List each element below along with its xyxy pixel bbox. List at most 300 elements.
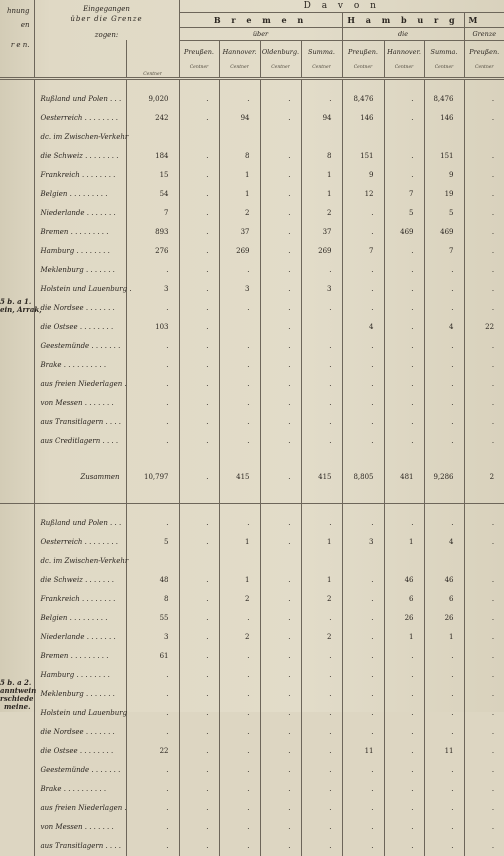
value-cell: . xyxy=(260,704,301,723)
incoming-header-line: über die Grenze xyxy=(35,14,179,24)
origin-label: Belgien . . . . . . . . . xyxy=(34,185,126,204)
value-cell: . xyxy=(219,413,260,432)
sum-value-cell: 481 xyxy=(384,451,424,504)
value-cell: . xyxy=(342,261,384,280)
value-cell: . xyxy=(384,90,424,109)
value-cell: . xyxy=(424,799,464,818)
origin-label: aus Transitlagern . . . . xyxy=(34,413,126,432)
value-cell: . xyxy=(384,166,424,185)
value-cell: . xyxy=(219,299,260,318)
value-cell: 1 xyxy=(384,533,424,552)
value-cell: . xyxy=(424,394,464,413)
value-cell: . xyxy=(464,571,504,590)
origin-label: die Ostsee . . . . . . . . xyxy=(34,742,126,761)
origin-label: Niederlande . . . . . . . xyxy=(34,204,126,223)
value-cell: . xyxy=(301,704,342,723)
value-cell: . xyxy=(464,204,504,223)
value-cell: . xyxy=(342,280,384,299)
value-cell: . xyxy=(464,761,504,780)
value-cell: . xyxy=(179,590,219,609)
value-cell: . xyxy=(179,761,219,780)
spacer-cell xyxy=(34,504,126,514)
value-cell: . xyxy=(219,723,260,742)
value-cell: . xyxy=(342,204,384,223)
value-cell: 7 xyxy=(342,242,384,261)
unit-label: Centner xyxy=(343,65,384,70)
stub-header-line: en xyxy=(0,18,30,32)
value-cell: . xyxy=(342,666,384,685)
value-cell: . xyxy=(342,394,384,413)
value-cell: 8,476 xyxy=(342,90,384,109)
value-cell: 5 xyxy=(384,204,424,223)
spacer-cell xyxy=(384,504,424,514)
value-cell: . xyxy=(260,685,301,704)
value-cell: . xyxy=(342,609,384,628)
value-cell: . xyxy=(260,90,301,109)
origin-label: die Ostsee . . . . . . . . xyxy=(34,318,126,337)
state-label: Hannover. xyxy=(385,48,424,57)
value-cell: . xyxy=(384,742,424,761)
value-cell: . xyxy=(342,723,384,742)
value-cell: . xyxy=(260,590,301,609)
value-cell: . xyxy=(260,723,301,742)
origin-label: Bremen . . . . . . . . . xyxy=(34,223,126,242)
value-cell: . xyxy=(179,394,219,413)
total-cell: 242 xyxy=(126,109,179,128)
table-row xyxy=(0,109,504,128)
value-cell: . xyxy=(384,685,424,704)
value-cell: . xyxy=(179,375,219,394)
value-cell: . xyxy=(384,375,424,394)
incoming-header-line: zogen: xyxy=(35,30,179,40)
spacer-row xyxy=(0,504,504,514)
value-cell: . xyxy=(342,413,384,432)
value-cell: . xyxy=(260,204,301,223)
table-row xyxy=(0,533,504,552)
value-cell: . xyxy=(179,356,219,375)
value-cell: 4 xyxy=(424,533,464,552)
value-cell: . xyxy=(179,109,219,128)
value-cell xyxy=(384,552,424,571)
total-cell: 22 xyxy=(126,742,179,761)
total-cell: . xyxy=(126,666,179,685)
value-cell: 94 xyxy=(301,109,342,128)
die-label: die xyxy=(342,28,464,40)
total-cell: . xyxy=(126,413,179,432)
total-cell: 3 xyxy=(126,628,179,647)
state-label: Preußen. xyxy=(465,48,504,57)
value-cell: . xyxy=(384,394,424,413)
value-cell: 5 xyxy=(424,204,464,223)
total-cell: 893 xyxy=(126,223,179,242)
state-col-header xyxy=(179,40,219,78)
total-cell: 48 xyxy=(126,571,179,590)
total-cell: . xyxy=(126,337,179,356)
value-cell xyxy=(342,128,384,147)
value-cell: . xyxy=(464,666,504,685)
value-cell: . xyxy=(464,780,504,799)
value-cell: . xyxy=(424,280,464,299)
value-cell: . xyxy=(260,609,301,628)
value-cell xyxy=(219,128,260,147)
value-cell: . xyxy=(424,261,464,280)
value-cell: 1 xyxy=(219,533,260,552)
total-cell: . xyxy=(126,837,179,856)
unit-label: Centner xyxy=(220,65,260,70)
value-cell: . xyxy=(464,723,504,742)
value-cell: . xyxy=(301,375,342,394)
value-cell xyxy=(301,128,342,147)
value-cell: . xyxy=(301,685,342,704)
sum-value-cell: 9,286 xyxy=(424,451,464,504)
value-cell: 2 xyxy=(301,628,342,647)
stub-header xyxy=(0,0,34,78)
value-cell: . xyxy=(464,242,504,261)
origin-label: Brake . . . . . . . . . . xyxy=(34,356,126,375)
value-cell: . xyxy=(342,337,384,356)
value-cell: . xyxy=(260,147,301,166)
value-cell: 9 xyxy=(342,166,384,185)
value-cell: . xyxy=(179,780,219,799)
table-row xyxy=(0,413,504,432)
sum-value-cell: 8,805 xyxy=(342,451,384,504)
value-cell: . xyxy=(179,571,219,590)
value-cell: . xyxy=(219,761,260,780)
value-cell: . xyxy=(342,704,384,723)
value-cell: . xyxy=(424,514,464,533)
value-cell: . xyxy=(219,337,260,356)
category-label xyxy=(0,514,34,856)
value-cell xyxy=(219,552,260,571)
origin-label: von Messen . . . . . . . xyxy=(34,394,126,413)
origin-label: Meklenburg . . . . . . . xyxy=(34,261,126,280)
origin-label: Geestemünde . . . . . . . xyxy=(34,337,126,356)
port-partial: M xyxy=(464,13,504,28)
table-row xyxy=(0,432,504,451)
value-cell: 12 xyxy=(342,185,384,204)
spacer-cell xyxy=(0,504,34,514)
total-cell: 276 xyxy=(126,242,179,261)
value-cell: 269 xyxy=(219,242,260,261)
unit-label: Centner xyxy=(385,65,424,70)
value-cell: 11 xyxy=(342,742,384,761)
value-cell: . xyxy=(260,318,301,337)
value-cell: . xyxy=(424,647,464,666)
origin-label: Rußland und Polen . . . xyxy=(34,90,126,109)
value-cell: . xyxy=(464,299,504,318)
value-cell: 37 xyxy=(219,223,260,242)
table-row xyxy=(0,704,504,723)
state-col-header xyxy=(219,40,260,78)
value-cell: 4 xyxy=(424,318,464,337)
value-cell: . xyxy=(384,280,424,299)
value-cell: . xyxy=(301,609,342,628)
value-cell: 1 xyxy=(219,571,260,590)
category-line: 5 b. a 2. xyxy=(0,679,31,687)
table-row xyxy=(0,299,504,318)
value-cell: . xyxy=(179,147,219,166)
value-cell: . xyxy=(179,666,219,685)
total-cell: . xyxy=(126,799,179,818)
value-cell: 1 xyxy=(301,571,342,590)
spacer-cell xyxy=(34,78,126,90)
value-cell xyxy=(301,318,342,337)
value-cell: 2 xyxy=(219,204,260,223)
value-cell: . xyxy=(464,90,504,109)
category-line: meine. xyxy=(0,703,31,711)
port-hamburg: H a m b u r g xyxy=(342,13,464,28)
origin-label: Niederlande . . . . . . . xyxy=(34,628,126,647)
table-row xyxy=(0,337,504,356)
origin-label: Bremen . . . . . . . . . xyxy=(34,647,126,666)
value-cell: 1 xyxy=(424,628,464,647)
port-bremen: B r e m e n xyxy=(179,13,342,28)
value-cell: . xyxy=(464,185,504,204)
origin-label: die Nordsee . . . . . . . xyxy=(34,299,126,318)
origin-label: Geestemünde . . . . . . . xyxy=(34,761,126,780)
value-cell: . xyxy=(384,818,424,837)
origin-label: Frankreich . . . . . . . . xyxy=(34,590,126,609)
value-cell: . xyxy=(464,704,504,723)
state-col-header xyxy=(301,40,342,78)
value-cell: . xyxy=(342,685,384,704)
grenze-label: Grenze xyxy=(464,28,504,40)
value-cell: . xyxy=(260,242,301,261)
value-cell: . xyxy=(179,685,219,704)
value-cell: . xyxy=(260,280,301,299)
value-cell: 9 xyxy=(424,166,464,185)
stub-header-line: hnung xyxy=(0,4,30,18)
table-row xyxy=(0,318,504,337)
value-cell: . xyxy=(424,356,464,375)
spacer-cell xyxy=(464,504,504,514)
spacer-cell xyxy=(126,78,179,90)
value-cell: . xyxy=(260,571,301,590)
total-cell: . xyxy=(126,818,179,837)
value-cell: 1 xyxy=(301,166,342,185)
table-row xyxy=(0,628,504,647)
origin-label: aus freien Niederlagen . xyxy=(34,375,126,394)
state-col-header xyxy=(260,40,301,78)
label-col-header xyxy=(34,40,126,78)
value-cell: . xyxy=(301,742,342,761)
value-cell: . xyxy=(301,432,342,451)
sum-row xyxy=(0,451,504,504)
sum-value-cell: . xyxy=(260,451,301,504)
value-cell: . xyxy=(219,90,260,109)
spacer-cell xyxy=(260,78,301,90)
table-row xyxy=(0,742,504,761)
value-cell: . xyxy=(384,356,424,375)
origin-label: aus freien Niederlagen . xyxy=(34,799,126,818)
total-cell xyxy=(126,552,179,571)
value-cell: . xyxy=(219,514,260,533)
value-cell: . xyxy=(301,299,342,318)
value-cell: . xyxy=(219,609,260,628)
table-row xyxy=(0,394,504,413)
value-cell: . xyxy=(260,647,301,666)
total-cell: . xyxy=(126,299,179,318)
value-cell: . xyxy=(424,818,464,837)
value-cell: . xyxy=(179,432,219,451)
value-cell: . xyxy=(342,799,384,818)
value-cell: . xyxy=(464,837,504,856)
value-cell: . xyxy=(260,818,301,837)
value-cell: . xyxy=(384,413,424,432)
value-cell: . xyxy=(464,647,504,666)
value-cell: 2 xyxy=(219,628,260,647)
total-cell: 54 xyxy=(126,185,179,204)
spacer-cell xyxy=(342,78,384,90)
value-cell: . xyxy=(260,837,301,856)
origin-label: aus Creditlagern . . . . xyxy=(34,432,126,451)
value-cell: . xyxy=(260,780,301,799)
total-col-header xyxy=(126,40,179,78)
table-row xyxy=(0,185,504,204)
value-cell: 3 xyxy=(301,280,342,299)
value-cell: . xyxy=(179,799,219,818)
value-cell: . xyxy=(260,666,301,685)
value-cell: . xyxy=(464,742,504,761)
value-cell: 1 xyxy=(219,185,260,204)
value-cell: 8 xyxy=(301,147,342,166)
value-cell: . xyxy=(219,799,260,818)
value-cell: 6 xyxy=(424,590,464,609)
value-cell: . xyxy=(301,799,342,818)
value-cell: 2 xyxy=(301,590,342,609)
value-cell: . xyxy=(464,413,504,432)
category-line: ein, Arrak, xyxy=(0,306,31,314)
sum-value-cell: 415 xyxy=(219,451,260,504)
sum-total-cell: 10,797 xyxy=(126,451,179,504)
state-col-header xyxy=(464,40,504,78)
value-cell: . xyxy=(384,647,424,666)
value-cell: . xyxy=(342,375,384,394)
value-cell: . xyxy=(464,337,504,356)
value-cell: . xyxy=(301,761,342,780)
value-cell: . xyxy=(260,761,301,780)
value-cell: . xyxy=(219,780,260,799)
value-cell: . xyxy=(384,723,424,742)
origin-label: von Messen . . . . . . . xyxy=(34,818,126,837)
value-cell: . xyxy=(384,837,424,856)
table-row xyxy=(0,375,504,394)
spacer-cell xyxy=(384,78,424,90)
value-cell: . xyxy=(464,533,504,552)
value-cell: . xyxy=(424,337,464,356)
value-cell: . xyxy=(301,394,342,413)
value-cell: . xyxy=(384,704,424,723)
value-cell: 469 xyxy=(384,223,424,242)
table-row xyxy=(0,780,504,799)
value-cell: . xyxy=(384,514,424,533)
value-cell: . xyxy=(219,666,260,685)
category-label xyxy=(0,90,34,504)
value-cell xyxy=(424,128,464,147)
value-cell: . xyxy=(424,666,464,685)
value-cell: . xyxy=(384,432,424,451)
unit-label: Centner xyxy=(127,72,179,77)
value-cell: . xyxy=(464,109,504,128)
sum-label: Zusammen xyxy=(34,451,126,504)
value-cell: 7 xyxy=(384,185,424,204)
value-cell: . xyxy=(301,356,342,375)
value-cell: 3 xyxy=(342,533,384,552)
value-cell: . xyxy=(179,514,219,533)
value-cell: 11 xyxy=(424,742,464,761)
value-cell: . xyxy=(179,223,219,242)
value-cell: . xyxy=(179,704,219,723)
total-cell xyxy=(126,128,179,147)
state-label: Preußen. xyxy=(180,48,219,57)
value-cell: . xyxy=(179,242,219,261)
value-cell: . xyxy=(384,261,424,280)
table-row xyxy=(0,590,504,609)
total-cell: 15 xyxy=(126,166,179,185)
value-cell xyxy=(342,552,384,571)
origin-label: die Schweiz . . . . . . . . xyxy=(34,147,126,166)
value-cell: . xyxy=(301,514,342,533)
origin-label: Frankreich . . . . . . . . xyxy=(34,166,126,185)
value-cell: . xyxy=(301,780,342,799)
value-cell: . xyxy=(179,818,219,837)
table-row xyxy=(0,223,504,242)
spacer-cell xyxy=(179,78,219,90)
value-cell xyxy=(260,128,301,147)
unit-label: Centner xyxy=(180,65,219,70)
value-cell: 1 xyxy=(384,628,424,647)
value-cell: . xyxy=(464,280,504,299)
value-cell: . xyxy=(260,413,301,432)
value-cell: . xyxy=(424,375,464,394)
origin-label: Meklenburg . . . . . . . xyxy=(34,685,126,704)
value-cell: 151 xyxy=(424,147,464,166)
value-cell: . xyxy=(301,647,342,666)
origin-label: die Schweiz . . . . . . . xyxy=(34,571,126,590)
table-row xyxy=(0,90,504,109)
origin-label: dc. im Zwischen-Verkehr xyxy=(34,128,126,147)
value-cell: . xyxy=(179,628,219,647)
sum-value-cell: 2 xyxy=(464,451,504,504)
total-cell: 61 xyxy=(126,647,179,666)
state-label: Summa. xyxy=(425,48,464,57)
value-cell: . xyxy=(260,166,301,185)
value-cell: . xyxy=(384,109,424,128)
value-cell: . xyxy=(464,356,504,375)
value-cell: . xyxy=(384,242,424,261)
table-row xyxy=(0,166,504,185)
ueber-label: über xyxy=(179,28,342,40)
total-cell: 55 xyxy=(126,609,179,628)
value-cell: . xyxy=(301,837,342,856)
value-cell: . xyxy=(179,742,219,761)
spacer-cell xyxy=(301,78,342,90)
total-cell: . xyxy=(126,723,179,742)
state-col-header xyxy=(384,40,424,78)
value-cell: . xyxy=(219,647,260,666)
value-cell: . xyxy=(464,223,504,242)
value-cell: . xyxy=(260,628,301,647)
value-cell: . xyxy=(384,799,424,818)
value-cell: . xyxy=(260,799,301,818)
spacer-row xyxy=(0,78,504,90)
value-cell xyxy=(219,318,260,337)
state-col-header xyxy=(342,40,384,78)
unit-label: Centner xyxy=(261,65,301,70)
origin-label: dc. im Zwischen-Verkehr xyxy=(34,552,126,571)
value-cell: . xyxy=(260,514,301,533)
value-cell: . xyxy=(219,261,260,280)
